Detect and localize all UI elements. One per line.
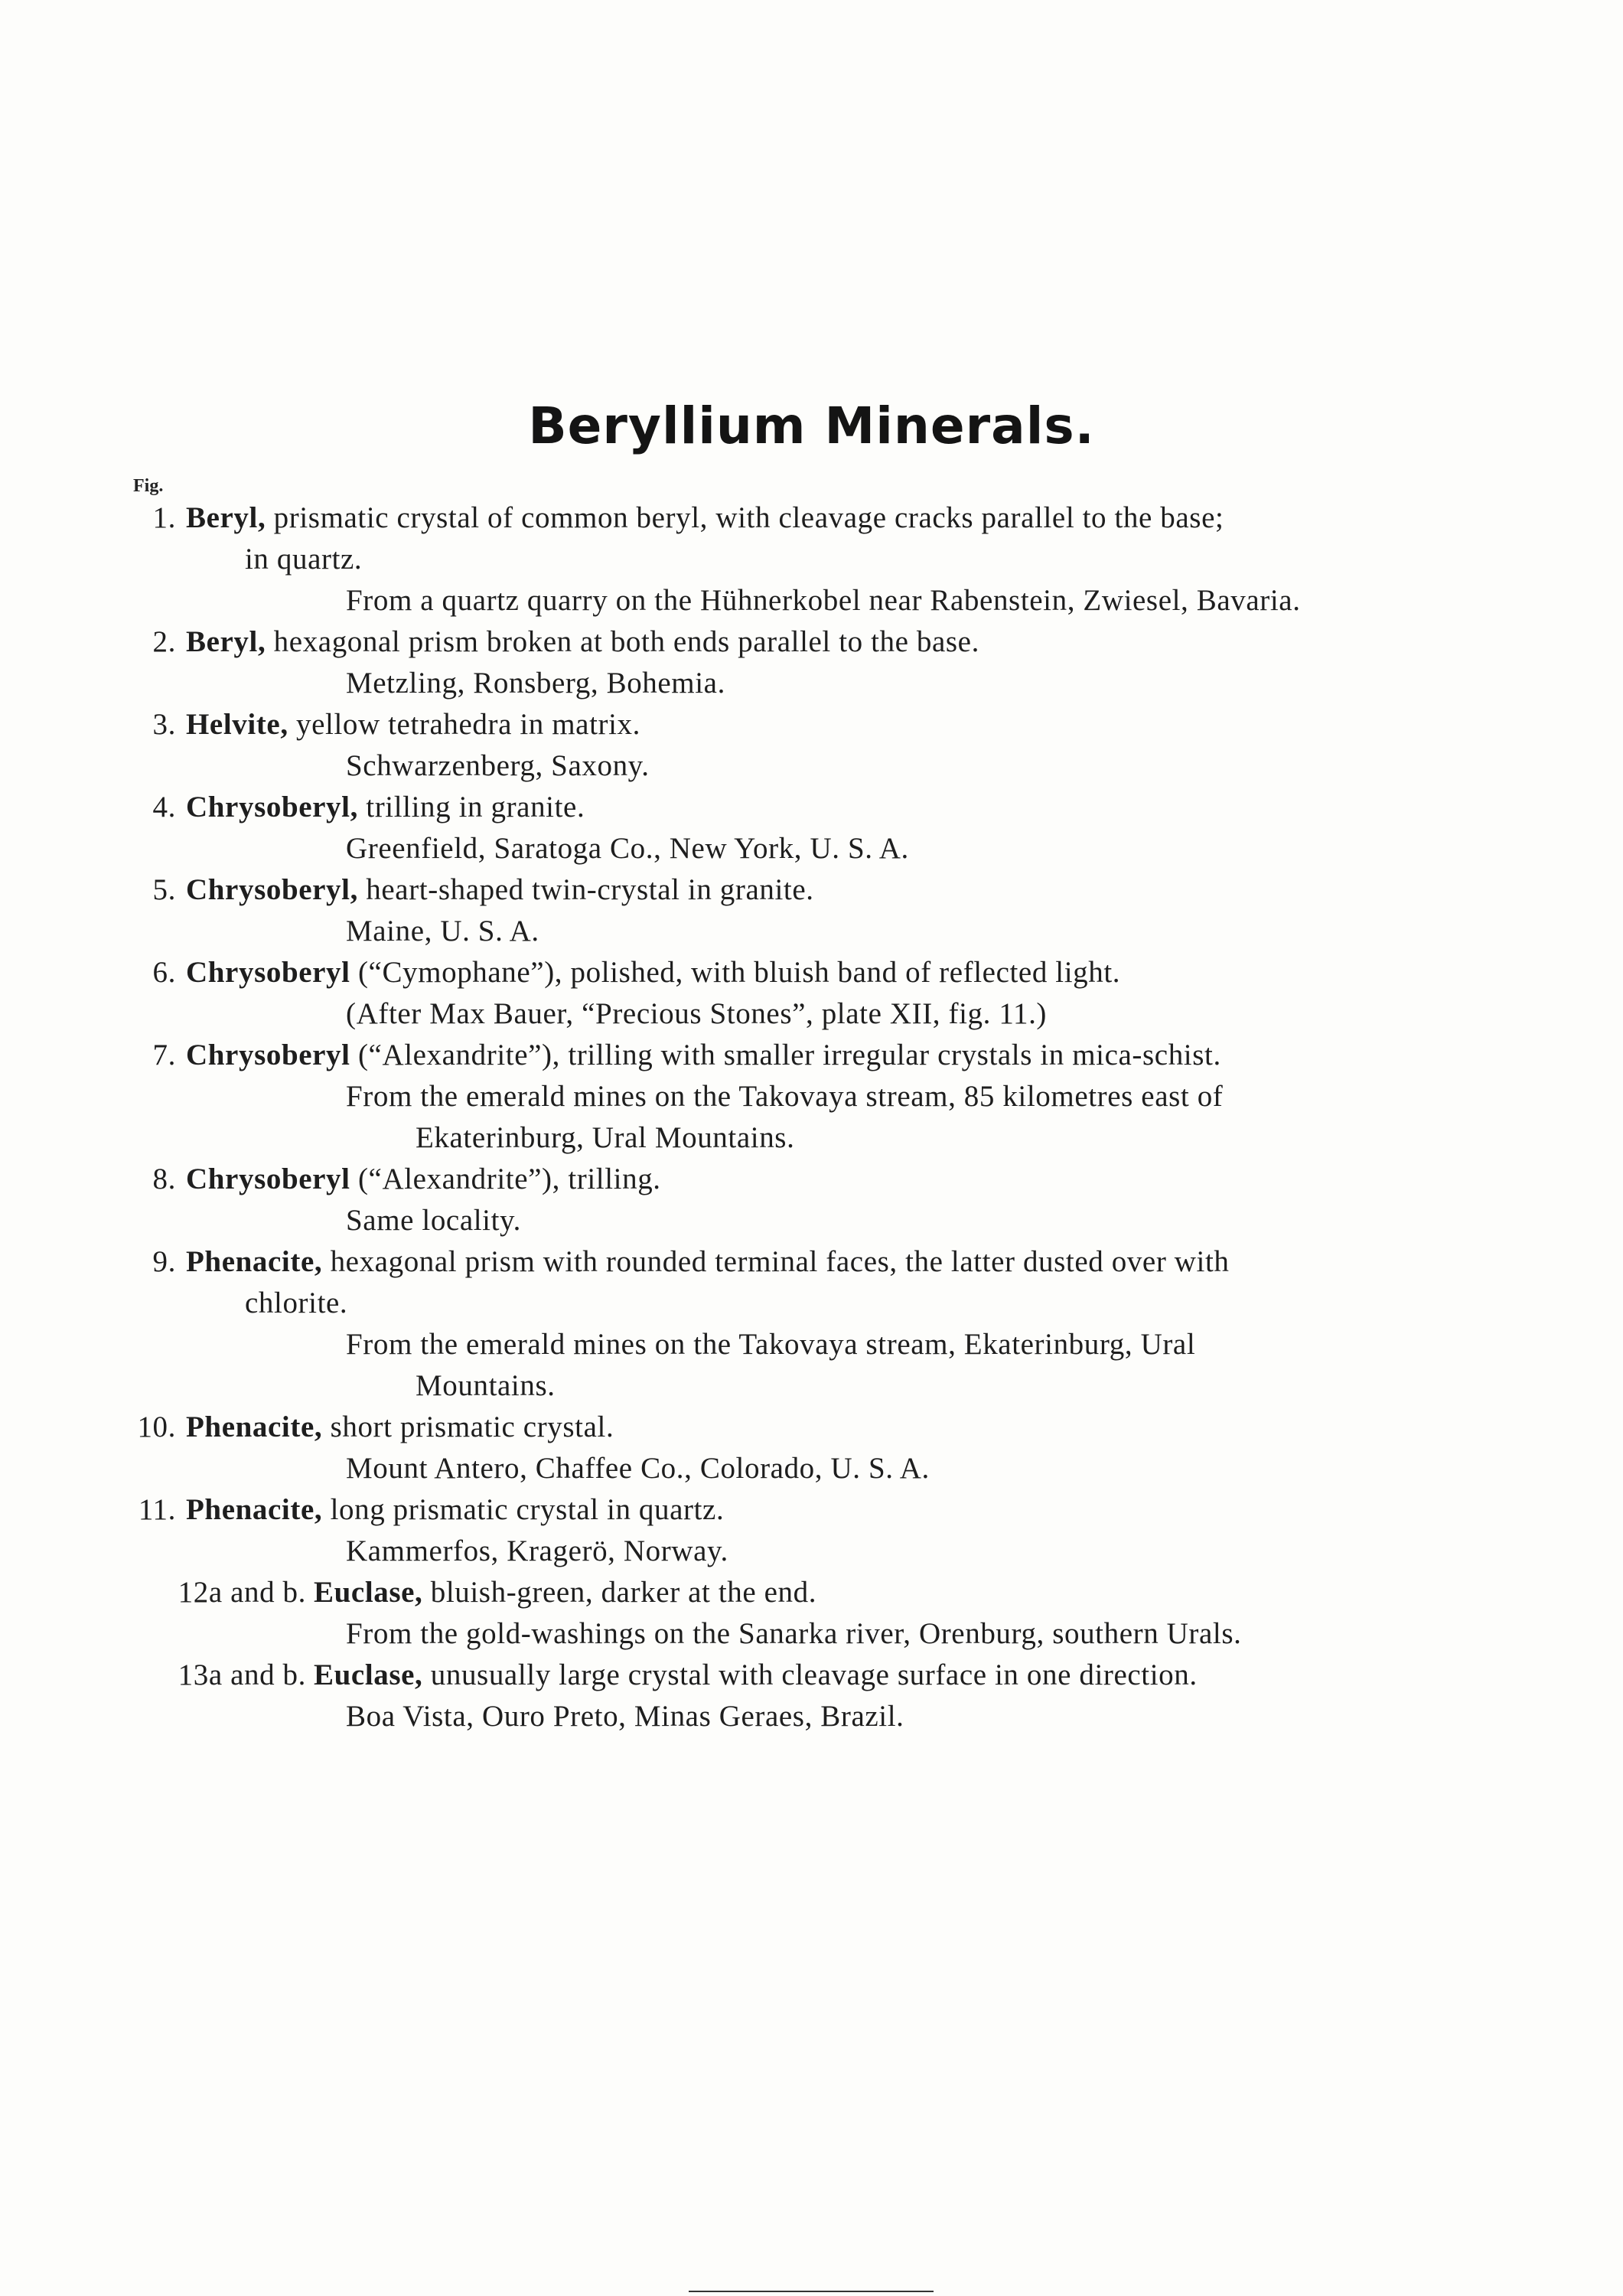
figure-entry (0, 1035, 1623, 1159)
mineral-name: Chrysoberyl, (186, 791, 358, 823)
figure-number: 4. (152, 791, 176, 823)
figure-number: 11. (138, 1493, 176, 1526)
entry-line (0, 828, 1623, 869)
mineral-name: Phenacite, (186, 1411, 323, 1443)
mineral-description: long prismatic crystal in quartz. (322, 1493, 725, 1526)
entry-line (0, 1200, 1623, 1241)
mineral-description: (“Alexandrite”), trilling. (350, 1163, 661, 1195)
figure-entry (0, 1241, 1623, 1407)
mineral-description: prismatic crystal of common beryl, with cleavage cracks parallel to the base; (266, 501, 1224, 534)
locality-text: Maine, U. S. A. (346, 915, 539, 947)
locality-text: Metzling, Ronsberg, Bohemia. (346, 667, 725, 700)
entry-line (0, 1283, 1623, 1324)
mineral-description: hexagonal prism broken at both ends parallel to the base. (266, 625, 979, 658)
locality-text: Mount Antero, Chaffee Co., Colorado, U. S. A. (346, 1452, 930, 1485)
figure-number: 12a and b. (178, 1576, 306, 1609)
mineral-name: Euclase, (314, 1658, 423, 1691)
entry-line (0, 1696, 1623, 1737)
entry-line (0, 1324, 1623, 1365)
figure-number: 6. (152, 956, 176, 989)
mineral-figure-list (0, 497, 1623, 1737)
mineral-name: Beryl, (186, 501, 266, 534)
figure-entry (0, 704, 1623, 787)
mineral-name: Phenacite, (186, 1245, 323, 1278)
description-continuation: in quartz. (245, 543, 363, 576)
closing-rule (689, 2291, 934, 2292)
entry-line (0, 1365, 1623, 1407)
locality-text: From the emerald mines on the Takovaya stream, 85 kilometres east of (346, 1080, 1224, 1113)
figure-number: 5. (152, 873, 176, 906)
entry-line (0, 1655, 1623, 1696)
entry-line (0, 1035, 1623, 1076)
description-continuation: chlorite. (245, 1287, 348, 1319)
mineral-name: Helvite, (186, 708, 288, 741)
entry-line (0, 1489, 1623, 1531)
figure-entry (0, 621, 1623, 704)
entry-line (0, 1117, 1623, 1159)
locality-text: Boa Vista, Ouro Preto, Minas Geraes, Brazil. (346, 1700, 904, 1733)
entry-line (0, 869, 1623, 911)
locality-text: From a quartz quarry on the Hühnerkobel near Rabenstein, Zwiesel, Bavaria. (346, 584, 1301, 617)
mineral-name: Chrysoberyl (186, 956, 350, 989)
figure-number: 2. (152, 625, 176, 658)
page-title: Beryllium Minerals. (528, 396, 1095, 455)
locality-text: (After Max Bauer, “Precious Stones”, plate XII, fig. 11.) (346, 997, 1048, 1030)
locality-text: Ekaterinburg, Ural Mountains. (416, 1121, 795, 1154)
mineral-description: heart-shaped twin-crystal in granite. (357, 873, 814, 906)
figure-entry (0, 1407, 1623, 1489)
entry-line (0, 663, 1623, 704)
figure-entry (0, 497, 1623, 621)
mineral-name: Chrysoberyl, (186, 873, 358, 906)
figure-entry (0, 952, 1623, 1035)
figure-number: 1. (152, 501, 176, 534)
entry-line (0, 1572, 1623, 1613)
entry-line (0, 1159, 1623, 1200)
figure-number: 8. (152, 1163, 176, 1195)
mineral-name: Chrysoberyl (186, 1163, 350, 1195)
entry-line (0, 1407, 1623, 1448)
mineral-name: Beryl, (186, 625, 266, 658)
figure-number: 3. (152, 708, 176, 741)
entry-line (0, 993, 1623, 1035)
entry-line (0, 704, 1623, 745)
mineral-description: trilling in granite. (357, 791, 585, 823)
figure-number: 9. (152, 1245, 176, 1278)
entry-line (0, 952, 1623, 993)
mineral-description: short prismatic crystal. (322, 1411, 614, 1443)
locality-text: Same locality. (346, 1204, 521, 1237)
mineral-name: Chrysoberyl (186, 1039, 350, 1071)
entry-line (0, 580, 1623, 621)
mineral-description: unusually large crystal with cleavage surface in one direction. (422, 1658, 1198, 1691)
mineral-description: hexagonal prism with rounded terminal faces, the latter dusted over with (322, 1245, 1230, 1278)
entry-line (0, 1613, 1623, 1655)
figure-entry (0, 1159, 1623, 1241)
mineral-description: (“Cymophane”), polished, with bluish band of reflected light. (350, 956, 1121, 989)
mineral-description: yellow tetrahedra in matrix. (288, 708, 640, 741)
entry-line (0, 787, 1623, 828)
entry-line (0, 621, 1623, 663)
fig-column-label: Fig. (133, 476, 164, 496)
entry-line (0, 911, 1623, 952)
entry-line (0, 497, 1623, 539)
entry-line (0, 1448, 1623, 1489)
entry-line (0, 539, 1623, 580)
figure-entry (0, 787, 1623, 869)
figure-entry (0, 1655, 1623, 1737)
entry-line (0, 745, 1623, 787)
locality-text: From the emerald mines on the Takovaya stream, Ekaterinburg, Ural (346, 1328, 1196, 1361)
figure-number: 10. (137, 1411, 176, 1443)
locality-text: Schwarzenberg, Saxony. (346, 749, 650, 782)
figure-number: 7. (152, 1039, 176, 1071)
locality-text: Greenfield, Saratoga Co., New York, U. S. A. (346, 832, 909, 865)
locality-text: Mountains. (416, 1369, 556, 1402)
figure-entry (0, 1489, 1623, 1572)
mineral-name: Euclase, (314, 1576, 423, 1609)
entry-line (0, 1076, 1623, 1117)
mineral-description: (“Alexandrite”), trilling with smaller irregular crystals in mica-schist. (350, 1039, 1221, 1071)
figure-number: 13a and b. (178, 1658, 306, 1691)
locality-text: Kammerfos, Kragerö, Norway. (346, 1534, 728, 1567)
entry-line (0, 1241, 1623, 1283)
figure-entry (0, 869, 1623, 952)
mineral-name: Phenacite, (186, 1493, 323, 1526)
entry-line (0, 1531, 1623, 1572)
locality-text: From the gold-washings on the Sanarka river, Orenburg, southern Urals. (346, 1617, 1242, 1650)
mineral-description: bluish-green, darker at the end. (422, 1576, 817, 1609)
figure-entry (0, 1572, 1623, 1655)
